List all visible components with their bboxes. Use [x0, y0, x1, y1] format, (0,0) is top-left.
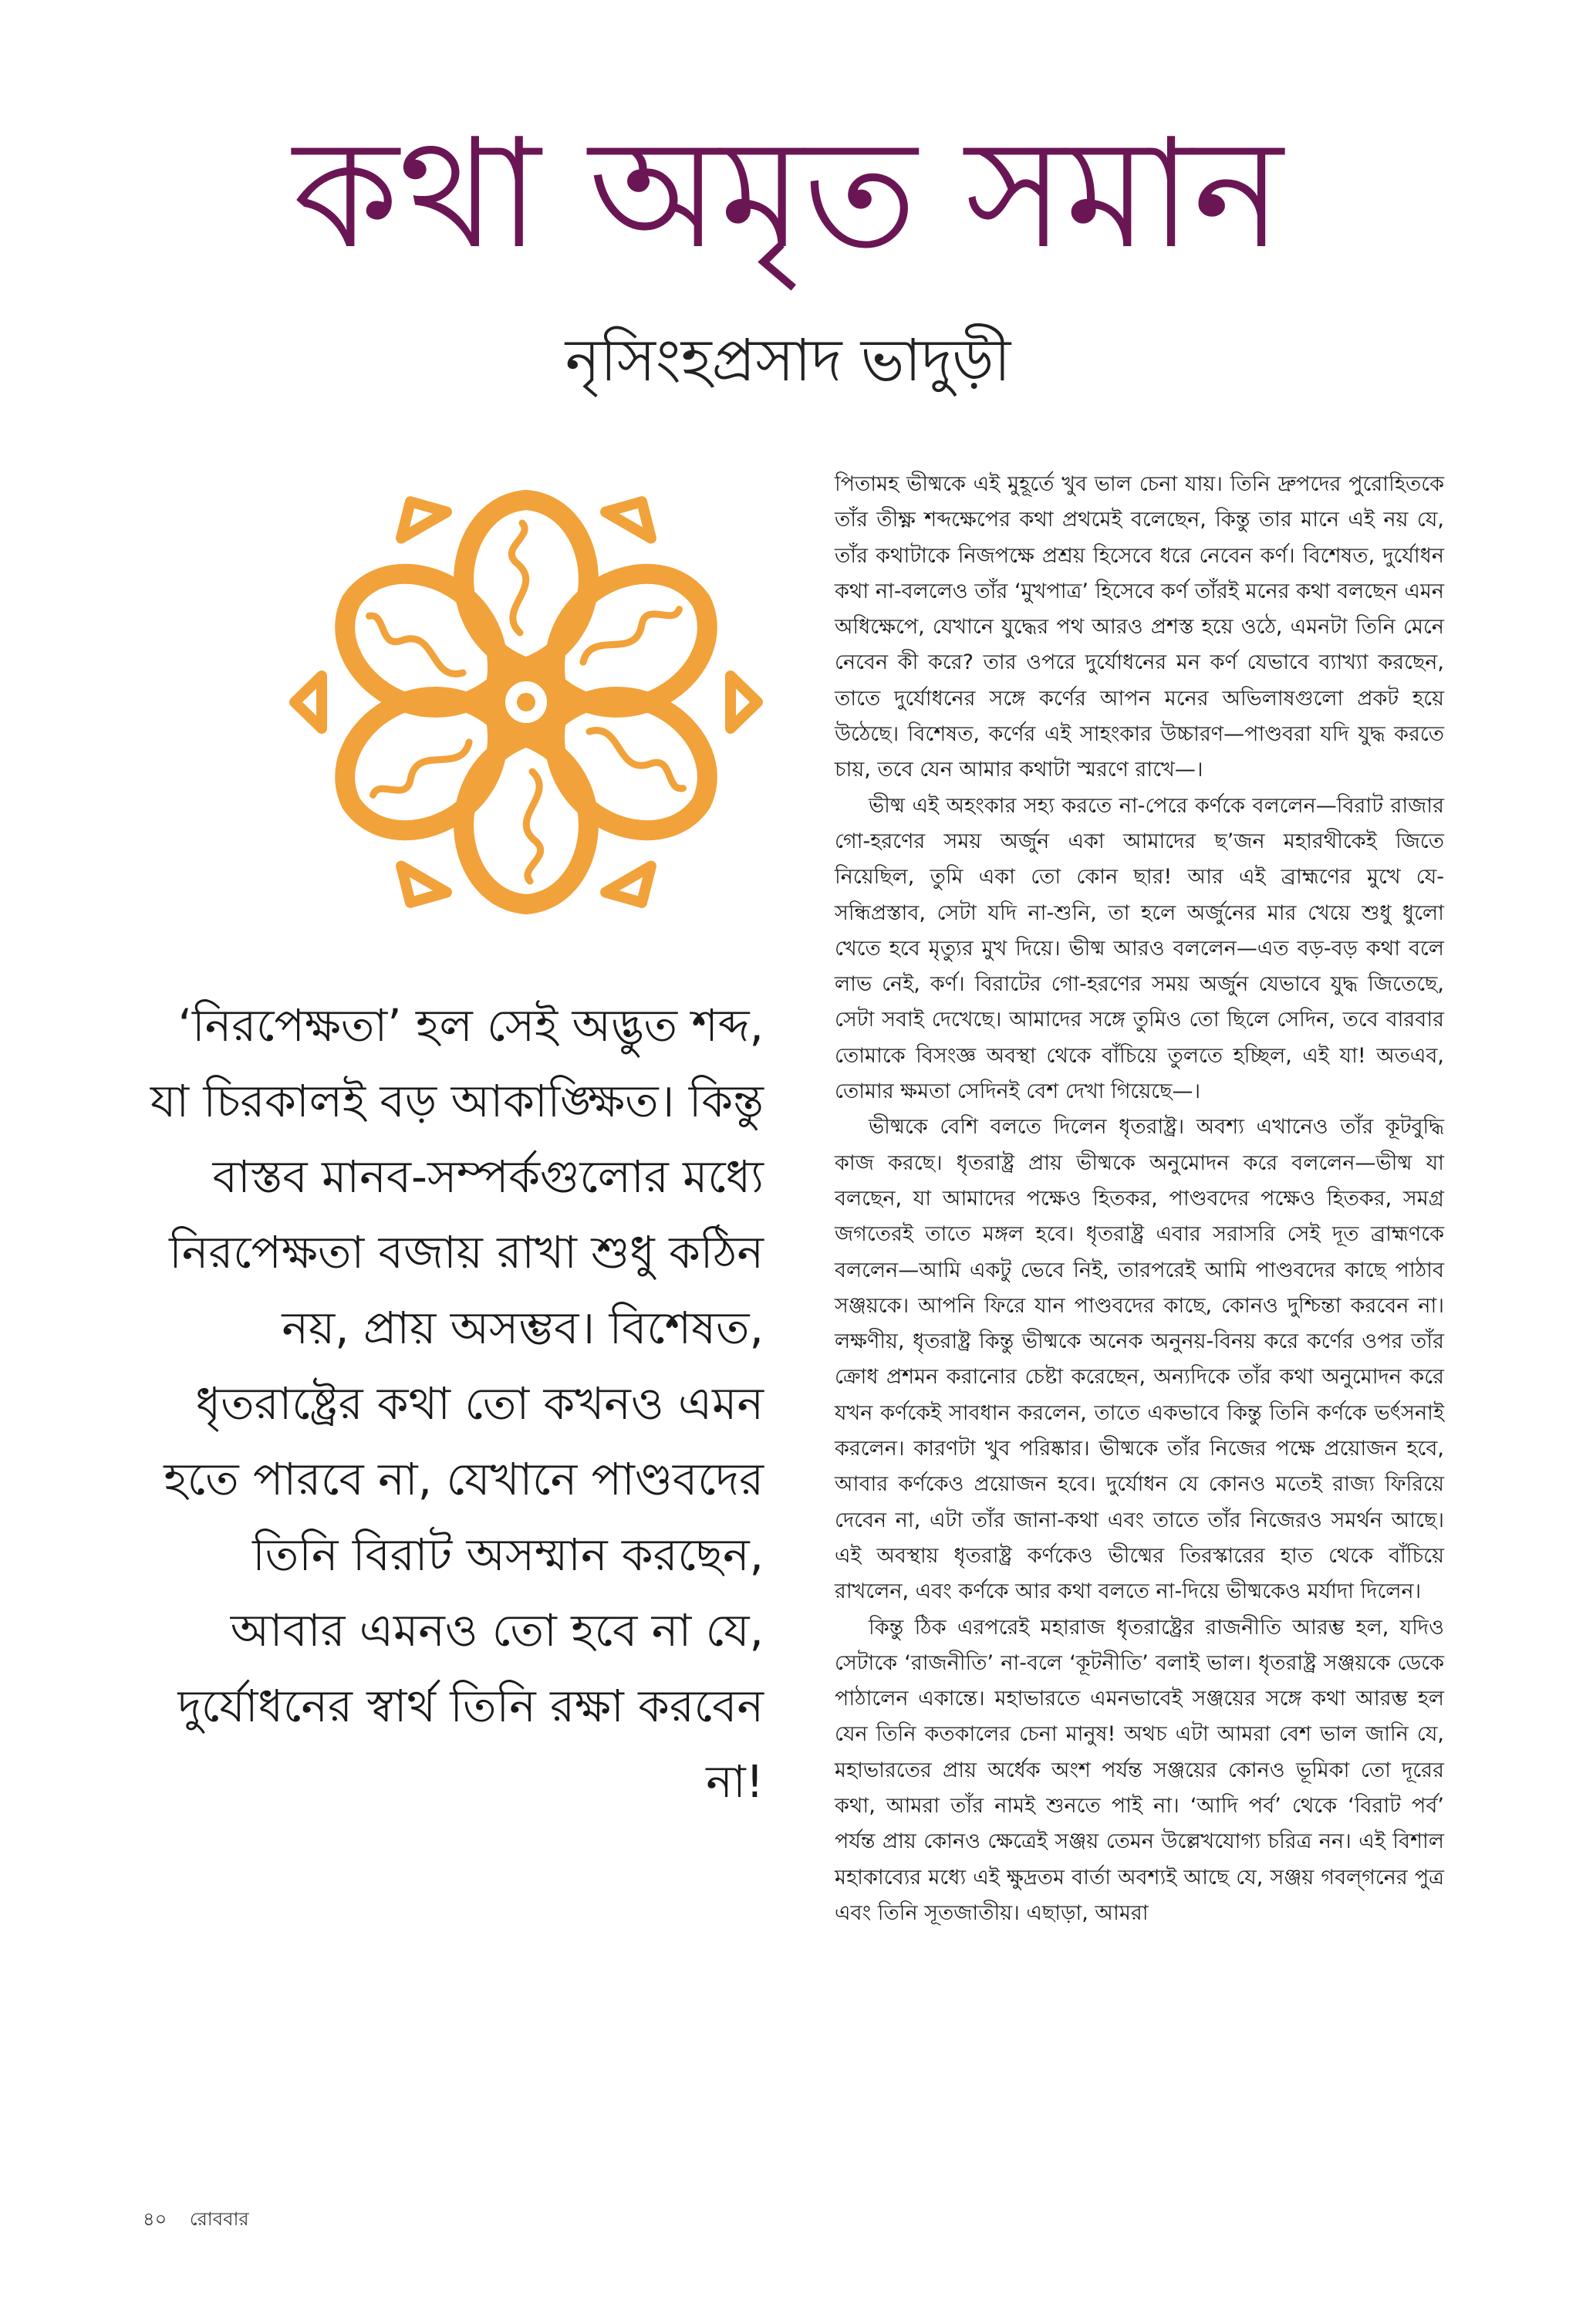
article-body	[835, 467, 1444, 1931]
body-paragraph: কিন্তু ঠিক এরপরেই মহারাজ ধৃতরাষ্ট্রের রাজনীতি আরম্ভ হল, যদিও সেটাকে ‘রাজনীতি’ না-বলে ‘কূটনীতি’ বলাই ভাল। ধৃতরাষ্ট্র সঞ্জয়কে ডেকে পাঠালেন একান্তে। মহাভারতে এমনভাবেই সঞ্জয়ের সঙ্গে কথা আরম্ভ হল যেন তিনি কতকালের চেনা মানুষ! অথচ এটা আমরা বেশ ভাল জানি যে, মহাভারতের প্রায় অর্ধেক অংশ পর্যন্ত সঞ্জয়ের কোনও ভূমিকা তো দূরের কথা, আমরা তাঁর নামই শুনতে পাই না। ‘আদি পর্ব’ থেকে ‘বিরাট পর্ব’ পর্যন্ত প্রায় কোনও ক্ষেত্রেই সঞ্জয় তেমন উল্লেখযোগ্য চরিত্র নন। এই বিশাল মহাকাব্যের মধ্যে এই ক্ষুদ্রতম বার্তা অবশ্যই আছে যে, সঞ্জয় গবল্‌গনের পুত্র এবং তিনি সূতজাতীয়। এছাড়া, আমরা	[835, 1615, 1444, 1925]
article-title: কথা অমৃত সমান	[292, 106, 1284, 282]
author-name: নৃসিংহপ্রসাদ ভাদুড়ী	[565, 326, 1011, 394]
page-number: ৪০	[143, 2208, 167, 2230]
body-paragraph: ভীষ্ম এই অহংকার সহ্য করতে না-পেরে কর্ণকে বললেন—বিরাট রাজার গো-হরণের সময় অর্জুন একা আমাদের ছ’জন মহারথীকেই জিতে নিয়েছিল, তুমি একা তো কোন ছার! আর এই ব্রাহ্মণের মুখে যে-সন্ধিপ্রস্তাব, সেটা যদি না-শুনি, তা হলে অর্জুনের মার খেয়ে শুধু ধুলো খেতে হবে মৃত্যুর মুখ দিয়ে। ভীষ্ম আরও বললেন—এত বড়-বড় কথা বলে লাভ নেই, কর্ণ। বিরাটের গো-হরণের সময় অর্জুন যেভাবে যুদ্ধ জিতেছে, সেটা সবাই দেখেছে। আমাদের সঙ্গে তুমিও তো ছিলে সেদিন, তবে বারবার তোমাকে বিসংজ্ঞ অবস্থা থেকে বাঁচিয়ে তুলতে হচ্ছিল, এই যা! অতএব, তোমার ক্ষমতা সেদিনই বেশ দেখা গিয়েছে—।	[835, 793, 1444, 1104]
magazine-name: রোববার	[189, 2208, 249, 2230]
flower-motif-icon	[287, 463, 765, 941]
body-paragraph: পিতামহ ভীষ্মকে এই মুহূর্তে খুব ভাল চেনা যায়। তিনি দ্রুপদের পুরোহিতকে তাঁর তীক্ষ্ণ শব্দক্ষেপের কথা প্রথমেই বলেছেন, কিন্তু তার মানে এই নয় যে, তাঁর কথাটাকে নিজপক্ষে প্রশ্রয় হিসেবে ধরে নেবেন কর্ণ। বিশেষত, দুর্যোধন কথা না-বললেও তাঁর ‘মুখপাত্র’ হিসেবে কর্ণ তাঁরই মনের কথা বলছেন এমন অধিক্ষেপে, যেখানে যুদ্ধের পথ আরও প্রশস্ত হয়ে ওঠে, এমনটা তিনি মেনে নেবেন কী করে? তার ওপরে দুর্যোধনের মন কর্ণ যেভাবে ব্যাখ্যা করছেন, তাতে দুর্যোধনের সঙ্গে কর্ণের আপন মনের অভিলাষগুলো প্রকট হয়ে উঠেছে। বিশেষত, কর্ণের এই সাহংকার উচ্চারণ—পাণ্ডবরা যদি যুদ্ধ করতে চায়, তবে যেন আমার কথাটা স্মরণে রাখে—।	[835, 472, 1444, 782]
body-paragraph: ভীষ্মকে বেশি বলতে দিলেন ধৃতরাষ্ট্র। অবশ্য এখানেও তাঁর কূটবুদ্ধি কাজ করছে। ধৃতরাষ্ট্র প্রায় ভীষ্মকে অনুমোদন করে বললেন—ভীষ্ম যা বলছেন, যা আমাদের পক্ষেও হিতকর, পাণ্ডবদের পক্ষেও হিতকর, সমগ্র জগতেরই তাতে মঙ্গল হবে। ধৃতরাষ্ট্র এবার সরাসরি সেই দূত ব্রাহ্মণকে বললেন—আমি একটু ভেবে নিই, তারপরেই আমি পাণ্ডবদের কাছে পাঠাব সঞ্জয়কে। আপনি ফিরে যান পাণ্ডবদের কাছে, কোনও দুশ্চিন্তা করবেন না। লক্ষণীয়, ধৃতরাষ্ট্র কিন্তু ভীষ্মকে অনেক অনুনয়-বিনয় করে কর্ণের ওপর তাঁর ক্রোধ প্রশমন করানোর চেষ্টা করেছেন, অন্যদিকে তাঁর কথা অনুমোদন করে যখন কর্ণকেই সাবধান করলেন, তাতে একভাবে কিন্তু তিনি কর্ণকে ভর্ৎসনাই করলেন। কারণটা খুব পরিষ্কার। ভীষ্মকে তাঁর নিজের পক্ষে প্রয়োজন হবে, আবার কর্ণকেও প্রয়োজন হবে। দুর্যোধন যে কোনও মতেই রাজ্য ফিরিয়ে দেবেন না, এটা তাঁর জানা-কথা এবং তাতে তাঁর নিজেরও সমর্থন আছে। এই অবস্থায় ধৃতরাষ্ট্র কর্ণকেও ভীষ্মের তিরস্কারের হাত থেকে বাঁচিয়ে রাখলেন, এবং কর্ণকে আর কথা বলতে না-দিয়ে ভীষ্মকেও মর্যাদা দিলেন।	[835, 1115, 1444, 1604]
pull-quote: ‘নিরপেক্ষতা’ হল সেই অদ্ভুত শব্দ, যা চিরকালই বড় আকাঙ্ক্ষিত। কিন্তু বাস্তব মানব-সম্পর্কগুলোর মধ্যে নিরপেক্ষতা বজায় রাখা শুধু কঠিন নয়, প্রায় অসম্ভব। বিশেষত, ধৃতরাষ্ট্রের কথা তো কখনও এমন হতে পারবে না, যেখানে পাণ্ডবদের তিনি বিরাট অসম্মান করছেন, আবার এমনও তো হবে না যে, দুর্যোধনের স্বার্থ তিনি রক্ষা করবেন না!	[150, 999, 764, 1808]
page-footer	[143, 2205, 249, 2236]
